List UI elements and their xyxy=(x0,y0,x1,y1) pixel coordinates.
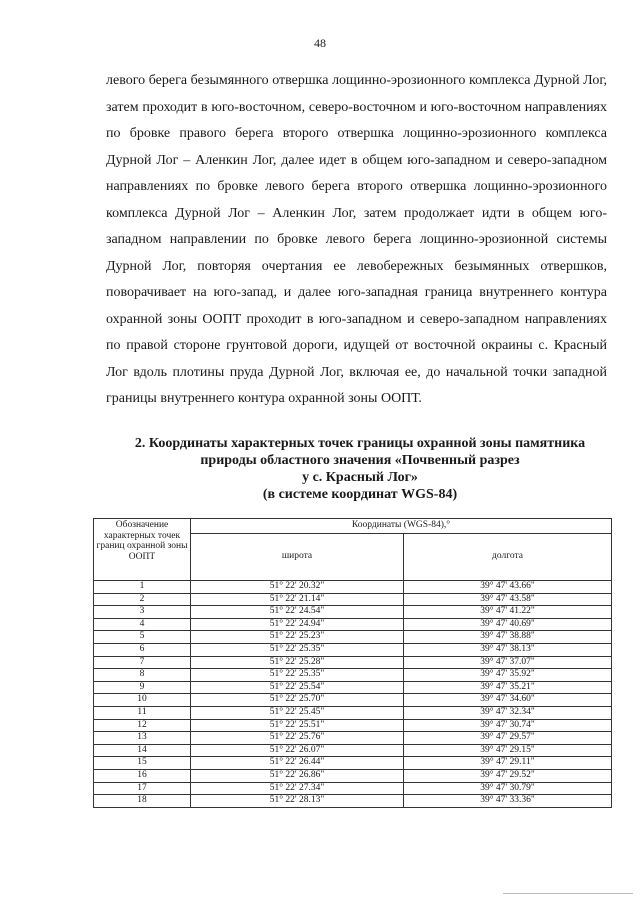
table-row xyxy=(94,593,612,606)
longitude-cell: 39° 47' 33.36" xyxy=(404,795,612,808)
latitude-cell: 51° 22' 20.32" xyxy=(191,581,404,594)
longitude-cell: 39° 47' 34.60" xyxy=(404,694,612,707)
latitude-cell: 51° 22' 24.54" xyxy=(191,606,404,619)
latitude-cell: 51° 22' 26.44" xyxy=(191,757,404,770)
longitude-cell: 39° 47' 29.11" xyxy=(404,757,612,770)
longitude-cell: 39° 47' 35.21" xyxy=(404,681,612,694)
table-row xyxy=(94,643,612,656)
longitude-cell: 39° 47' 43.58" xyxy=(404,593,612,606)
longitude-cell: 39° 47' 38.13" xyxy=(404,643,612,656)
column-header-coordinates: Координаты (WGS-84),° xyxy=(191,519,612,534)
heading-line-2: природы областного значения «Почвенный разрез xyxy=(200,453,520,468)
point-number-cell: 4 xyxy=(94,618,191,631)
latitude-cell: 51° 22' 25.35" xyxy=(191,669,404,682)
point-number-cell: 5 xyxy=(94,631,191,644)
table-row xyxy=(94,606,612,619)
longitude-cell: 39° 47' 30.79" xyxy=(404,782,612,795)
latitude-cell: 51° 22' 25.54" xyxy=(191,681,404,694)
point-number-cell: 17 xyxy=(94,782,191,795)
table-row xyxy=(94,581,612,594)
table-row xyxy=(94,732,612,745)
point-number-cell: 3 xyxy=(94,606,191,619)
longitude-cell: 39° 47' 29.57" xyxy=(404,732,612,745)
table-row xyxy=(94,631,612,644)
table-row xyxy=(94,618,612,631)
heading-line-1: 2. Координаты характерных точек границы охранной зоны памятника xyxy=(134,436,586,451)
latitude-cell: 51° 22' 25.35" xyxy=(191,643,404,656)
section-heading xyxy=(90,435,630,503)
table-row xyxy=(94,669,612,682)
table-row xyxy=(94,719,612,732)
latitude-cell: 51° 22' 25.28" xyxy=(191,656,404,669)
coordinates-table xyxy=(93,518,612,808)
column-header-longitude: долгота xyxy=(404,534,612,581)
longitude-cell: 39° 47' 32.34" xyxy=(404,706,612,719)
table-row xyxy=(94,744,612,757)
longitude-cell: 39° 47' 40.69" xyxy=(404,618,612,631)
point-number-cell: 9 xyxy=(94,681,191,694)
page-number: 48 xyxy=(314,36,326,50)
latitude-cell: 51° 22' 26.86" xyxy=(191,769,404,782)
point-number-cell: 6 xyxy=(94,643,191,656)
table-row xyxy=(94,694,612,707)
longitude-cell: 39° 47' 29.15" xyxy=(404,744,612,757)
point-number-cell: 13 xyxy=(94,732,191,745)
point-number-cell: 12 xyxy=(94,719,191,732)
point-number-cell: 18 xyxy=(94,795,191,808)
column-header-designation: Обозначение характерных точек границ охранной зоны ООПТ xyxy=(94,519,191,581)
point-number-cell: 14 xyxy=(94,744,191,757)
longitude-cell: 39° 47' 38.88" xyxy=(404,631,612,644)
table-row xyxy=(94,681,612,694)
point-number-cell: 1 xyxy=(94,581,191,594)
point-number-cell: 15 xyxy=(94,757,191,770)
latitude-cell: 51° 22' 25.51" xyxy=(191,719,404,732)
latitude-cell: 51° 22' 21.14" xyxy=(191,593,404,606)
latitude-cell: 51° 22' 25.76" xyxy=(191,732,404,745)
body-paragraph: левого берега безымянного отвершка лощинно-эрозионного комплекса Дурной Лог, затем проходит в юго-восточном, северо-восточном и юго-восточном направлениях по бровке правого берега второго отвершка лощинно-эрозионного комплекса Дурной Лог – Аленкин Лог, далее идет в общем юго-западном и северо-западном направлениях по бровке левого берега второго отвершка лощинно-эрозионного комплекса Дурной Лог – Аленкин Лог, затем продолжает идти в общем юго-западном направлении по бровке левого берега лощинно-эрозионной системы Дурной Лог, повторяя очертания ее левобережных безымянных отвершков, поворачивает на юго-запад, и далее юго-западная граница внутреннего контура охранной зоны ООПТ проходит в юго-западном и северо-западном направлениях по правой стороне грунтовой дороги, идущей от восточной окраины с. Красный Лог вдоль плотины пруда Дурной Лог, включая ее, до начальной точки западной границы внутреннего контура охранной зоны ООПТ. xyxy=(106,73,607,406)
coordinates-table-body xyxy=(94,581,612,808)
table-row xyxy=(94,782,612,795)
longitude-cell: 39° 47' 30.74" xyxy=(404,719,612,732)
point-number-cell: 7 xyxy=(94,656,191,669)
latitude-cell: 51° 22' 25.70" xyxy=(191,694,404,707)
latitude-cell: 51° 22' 24.94" xyxy=(191,618,404,631)
latitude-cell: 51° 22' 27.34" xyxy=(191,782,404,795)
point-number-cell: 10 xyxy=(94,694,191,707)
latitude-cell: 51° 22' 28.13" xyxy=(191,795,404,808)
point-number-cell: 16 xyxy=(94,769,191,782)
table-row xyxy=(94,769,612,782)
longitude-cell: 39° 47' 41.22" xyxy=(404,606,612,619)
table-row xyxy=(94,795,612,808)
heading-line-3: у с. Красный Лог» xyxy=(302,470,418,485)
latitude-cell: 51° 22' 25.45" xyxy=(191,706,404,719)
point-number-cell: 2 xyxy=(94,593,191,606)
latitude-cell: 51° 22' 25.23" xyxy=(191,631,404,644)
footer-rule xyxy=(503,893,633,894)
heading-line-4: (в системе координат WGS-84) xyxy=(262,487,458,502)
point-number-cell: 11 xyxy=(94,706,191,719)
table-row xyxy=(94,656,612,669)
longitude-cell: 39° 47' 29.52" xyxy=(404,769,612,782)
table-row xyxy=(94,757,612,770)
longitude-cell: 39° 47' 35.92" xyxy=(404,669,612,682)
latitude-cell: 51° 22' 26.07" xyxy=(191,744,404,757)
point-number-cell: 8 xyxy=(94,669,191,682)
longitude-cell: 39° 47' 37.07" xyxy=(404,656,612,669)
column-header-latitude: широта xyxy=(191,534,404,581)
longitude-cell: 39° 47' 43.66" xyxy=(404,581,612,594)
table-row xyxy=(94,706,612,719)
